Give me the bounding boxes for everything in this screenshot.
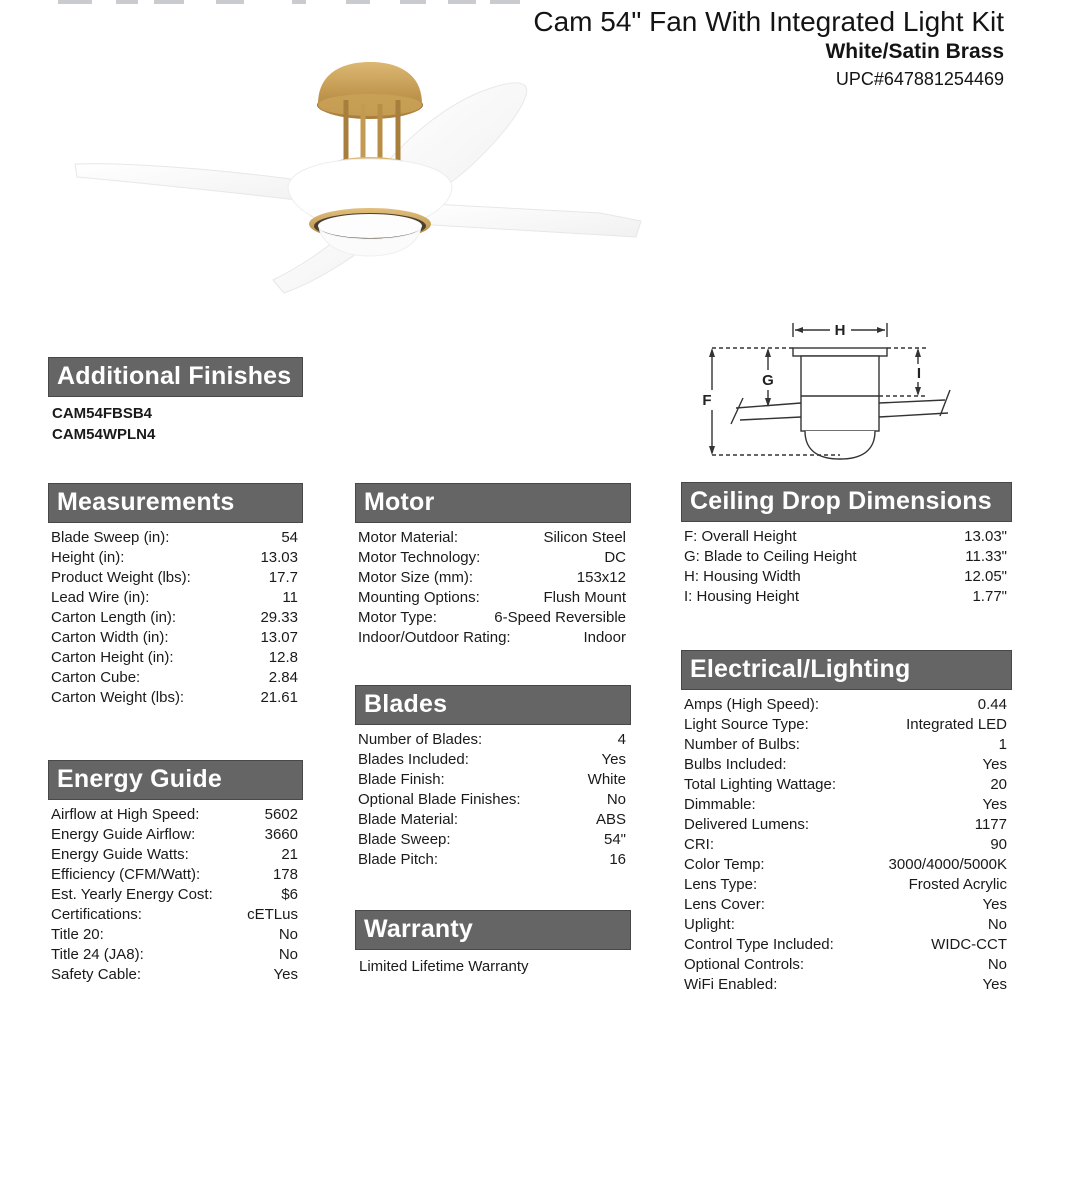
product-finish: White/Satin Brass: [825, 40, 1004, 63]
spec-row: [51, 926, 298, 946]
spec-value: 29.33: [260, 609, 298, 626]
spec-row: [358, 529, 626, 549]
spec-row: [684, 936, 1007, 956]
spec-label: Lens Type:: [684, 876, 758, 893]
spec-value: Yes: [982, 976, 1007, 993]
spec-value: Integrated LED: [906, 716, 1007, 733]
spec-row: [51, 589, 298, 609]
fan-blade-right: [412, 203, 641, 237]
spec-value: Yes: [982, 756, 1007, 773]
spec-label: G: Blade to Ceiling Height: [684, 548, 857, 565]
spec-label: Carton Height (in):: [51, 649, 174, 666]
spec-row: [358, 851, 626, 871]
spec-row: [684, 956, 1007, 976]
spec-label: Blade Pitch:: [358, 851, 439, 868]
spec-row: [51, 806, 298, 826]
motor-rows: [355, 523, 631, 649]
spec-label: Energy Guide Watts:: [51, 846, 189, 863]
spec-row: [358, 589, 626, 609]
spec-value: 3660: [264, 826, 298, 843]
spec-row: [684, 716, 1007, 736]
spec-label: I: Housing Height: [684, 588, 800, 605]
section-motor: [355, 483, 631, 649]
spec-label: Title 24 (JA8):: [51, 946, 144, 963]
spec-label: WiFi Enabled:: [684, 976, 778, 993]
blades-rows: [355, 725, 631, 871]
spec-value: 21.61: [260, 689, 298, 706]
spec-label: Motor Material:: [358, 529, 459, 546]
spec-value: No: [987, 956, 1007, 973]
spec-row: [358, 771, 626, 791]
spec-label: Uplight:: [684, 916, 735, 933]
spec-value: 6-Speed Reversible: [494, 609, 626, 626]
spec-label: Lead Wire (in):: [51, 589, 150, 606]
spec-row: [684, 976, 1007, 996]
diagram-housing: [793, 348, 887, 459]
spec-row: [51, 669, 298, 689]
spec-value: 12.8: [268, 649, 298, 666]
spec-row: [684, 816, 1007, 836]
section-header-blades: Blades: [355, 685, 631, 725]
spec-label: Color Temp:: [684, 856, 765, 873]
spec-label: Energy Guide Airflow:: [51, 826, 196, 843]
diagram-label-g: G: [762, 372, 774, 389]
spec-row: [684, 776, 1007, 796]
spec-value: ABS: [595, 811, 626, 828]
spec-value: 13.07: [260, 629, 298, 646]
spec-value: No: [987, 916, 1007, 933]
section-header-energy-guide: Energy Guide: [48, 760, 303, 800]
spec-value: 21: [281, 846, 298, 863]
section-header-measurements: Measurements: [48, 483, 303, 523]
spec-row: [358, 629, 626, 649]
spec-row: [51, 906, 298, 926]
spec-value: 153x12: [576, 569, 626, 586]
spec-value: 17.7: [268, 569, 298, 586]
spec-label: Safety Cable:: [51, 966, 142, 983]
measurements-rows: [48, 523, 303, 709]
spec-value: Indoor: [583, 629, 626, 646]
spec-row: [358, 609, 626, 629]
spec-label: Blade Sweep:: [358, 831, 451, 848]
spec-label: Blade Material:: [358, 811, 459, 828]
spec-value: Yes: [982, 896, 1007, 913]
spec-value: cETLus: [247, 906, 298, 923]
spec-value: 4: [617, 731, 626, 748]
spec-label: Optional Blade Finishes:: [358, 791, 521, 808]
spec-value: Yes: [273, 966, 298, 983]
diagram-label-f: F: [702, 392, 712, 409]
spec-label: Blade Sweep (in):: [51, 529, 170, 546]
spec-value: 3000/4000/5000K: [888, 856, 1007, 873]
product-title: Cam 54" Fan With Integrated Light Kit: [533, 6, 1004, 37]
spec-label: Delivered Lumens:: [684, 816, 810, 833]
spec-value: No: [606, 791, 626, 808]
spec-label: Number of Blades:: [358, 731, 483, 748]
spec-row: [684, 896, 1007, 916]
spec-row: [358, 731, 626, 751]
spec-label: Certifications:: [51, 906, 142, 923]
spec-value: No: [278, 926, 298, 943]
spec-label: Product Weight (lbs):: [51, 569, 191, 586]
spec-row: [51, 946, 298, 966]
spec-value: Flush Mount: [543, 589, 626, 606]
spec-label: Carton Length (in):: [51, 609, 177, 626]
spec-row: [358, 811, 626, 831]
section-additional-finishes: [48, 357, 303, 445]
spec-label: Indoor/Outdoor Rating:: [358, 629, 511, 646]
spec-row: [684, 756, 1007, 776]
spec-value: 2.84: [268, 669, 298, 686]
spec-value: 11.33": [965, 548, 1007, 565]
spec-row: [358, 549, 626, 569]
spec-value: 1177: [974, 816, 1007, 833]
spec-value: 1: [998, 736, 1007, 753]
spec-label: Title 20:: [51, 926, 104, 943]
section-header-motor: Motor: [355, 483, 631, 523]
spec-label: F: Overall Height: [684, 528, 797, 545]
section-header-ceiling-drop: Ceiling Drop Dimensions: [681, 482, 1012, 522]
spec-value: 13.03": [964, 528, 1007, 545]
diagram-label-h: H: [834, 322, 846, 339]
spec-value: 11: [282, 589, 298, 606]
spec-value: DC: [604, 549, 626, 566]
finish-model-number: CAM54WPLN4: [52, 426, 156, 443]
spec-value: $6: [281, 886, 298, 903]
spec-label: H: Housing Width: [684, 568, 801, 585]
spec-row: [51, 826, 298, 846]
spec-label: Light Source Type:: [684, 716, 809, 733]
spec-value: 90: [990, 836, 1007, 853]
section-header-electrical: Electrical/Lighting: [681, 650, 1012, 690]
spec-value: Frosted Acrylic: [908, 876, 1007, 893]
cropped-logo-fragment: [58, 0, 520, 4]
spec-value: 1.77": [972, 588, 1007, 605]
spec-label: Dimmable:: [684, 796, 756, 813]
spec-value: Yes: [982, 796, 1007, 813]
spec-label: Motor Type:: [358, 609, 437, 626]
spec-row: [51, 549, 298, 569]
spec-row: [684, 796, 1007, 816]
spec-label: Lens Cover:: [684, 896, 765, 913]
spec-label: Number of Bulbs:: [684, 736, 800, 753]
product-upc: UPC#647881254469: [835, 69, 1004, 89]
spec-label: Est. Yearly Energy Cost:: [51, 886, 213, 903]
spec-value: 16: [609, 851, 626, 868]
spec-value: 54": [603, 831, 626, 848]
section-warranty: [355, 910, 631, 975]
spec-value: White: [587, 771, 626, 788]
spec-label: Efficiency (CFM/Watt):: [51, 866, 201, 883]
spec-label: Blades Included:: [358, 751, 469, 768]
spec-label: Mounting Options:: [358, 589, 480, 606]
spec-label: Carton Width (in):: [51, 629, 169, 646]
section-measurements: [48, 483, 303, 709]
spec-label: Bulbs Included:: [684, 756, 787, 773]
diagram-label-i: I: [916, 365, 922, 382]
section-ceiling-drop-dimensions: [681, 482, 1012, 608]
spec-row: [51, 886, 298, 906]
warranty-text: Limited Lifetime Warranty: [359, 958, 529, 975]
spec-row: [684, 916, 1007, 936]
ceiling-drop-diagram: [698, 320, 1020, 470]
spec-row: [684, 696, 1007, 716]
spec-row: [684, 548, 1007, 568]
spec-label: Airflow at High Speed:: [51, 806, 200, 823]
spec-row: [358, 791, 626, 811]
spec-label: Carton Weight (lbs):: [51, 689, 185, 706]
spec-row: [51, 866, 298, 886]
spec-value: Yes: [601, 751, 626, 768]
spec-row: [51, 609, 298, 629]
spec-row: [358, 831, 626, 851]
spec-row: [684, 568, 1007, 588]
spec-label: Blade Finish:: [358, 771, 445, 788]
spec-row: [684, 876, 1007, 896]
spec-label: Motor Technology:: [358, 549, 481, 566]
spec-row: [51, 966, 298, 986]
spec-label: Total Lighting Wattage:: [684, 776, 837, 793]
spec-row: [51, 569, 298, 589]
section-blades: [355, 685, 631, 871]
section-header-additional-finishes: Additional Finishes: [48, 357, 303, 397]
section-electrical-lighting: [681, 650, 1012, 996]
spec-row: [684, 588, 1007, 608]
spec-row: [51, 846, 298, 866]
spec-label: Height (in):: [51, 549, 125, 566]
section-energy-guide: [48, 760, 303, 986]
finish-model-number: CAM54FBSB4: [52, 405, 153, 422]
spec-row: [51, 649, 298, 669]
section-header-warranty: Warranty: [355, 910, 631, 950]
spec-row: [684, 836, 1007, 856]
spec-row: [358, 569, 626, 589]
electrical-rows: [681, 690, 1012, 996]
spec-value: 13.03: [260, 549, 298, 566]
spec-value: 20: [990, 776, 1007, 793]
spec-value: 5602: [264, 806, 298, 823]
spec-row: [51, 689, 298, 709]
spec-row: [51, 629, 298, 649]
spec-value: Silicon Steel: [543, 529, 626, 546]
spec-label: Motor Size (mm):: [358, 569, 474, 586]
spec-value: WIDC-CCT: [931, 936, 1007, 953]
spec-value: 12.05": [964, 568, 1007, 585]
spec-row: [684, 856, 1007, 876]
spec-label: Amps (High Speed):: [684, 696, 820, 713]
spec-label: CRI:: [684, 836, 714, 853]
fan-product-image: [60, 56, 650, 308]
spec-label: Carton Cube:: [51, 669, 141, 686]
spec-row: [684, 736, 1007, 756]
spec-label: Optional Controls:: [684, 956, 805, 973]
spec-label: Control Type Included:: [684, 936, 834, 953]
spec-value: 0.44: [977, 696, 1007, 713]
spec-row: [358, 751, 626, 771]
spec-row: [51, 529, 298, 549]
fan-canopy: [317, 62, 423, 119]
spec-value: 54: [281, 529, 298, 546]
spec-value: 178: [272, 866, 298, 883]
energy-guide-rows: [48, 800, 303, 986]
spec-value: No: [278, 946, 298, 963]
ceiling-drop-rows: [681, 522, 1012, 608]
spec-row: [684, 528, 1007, 548]
